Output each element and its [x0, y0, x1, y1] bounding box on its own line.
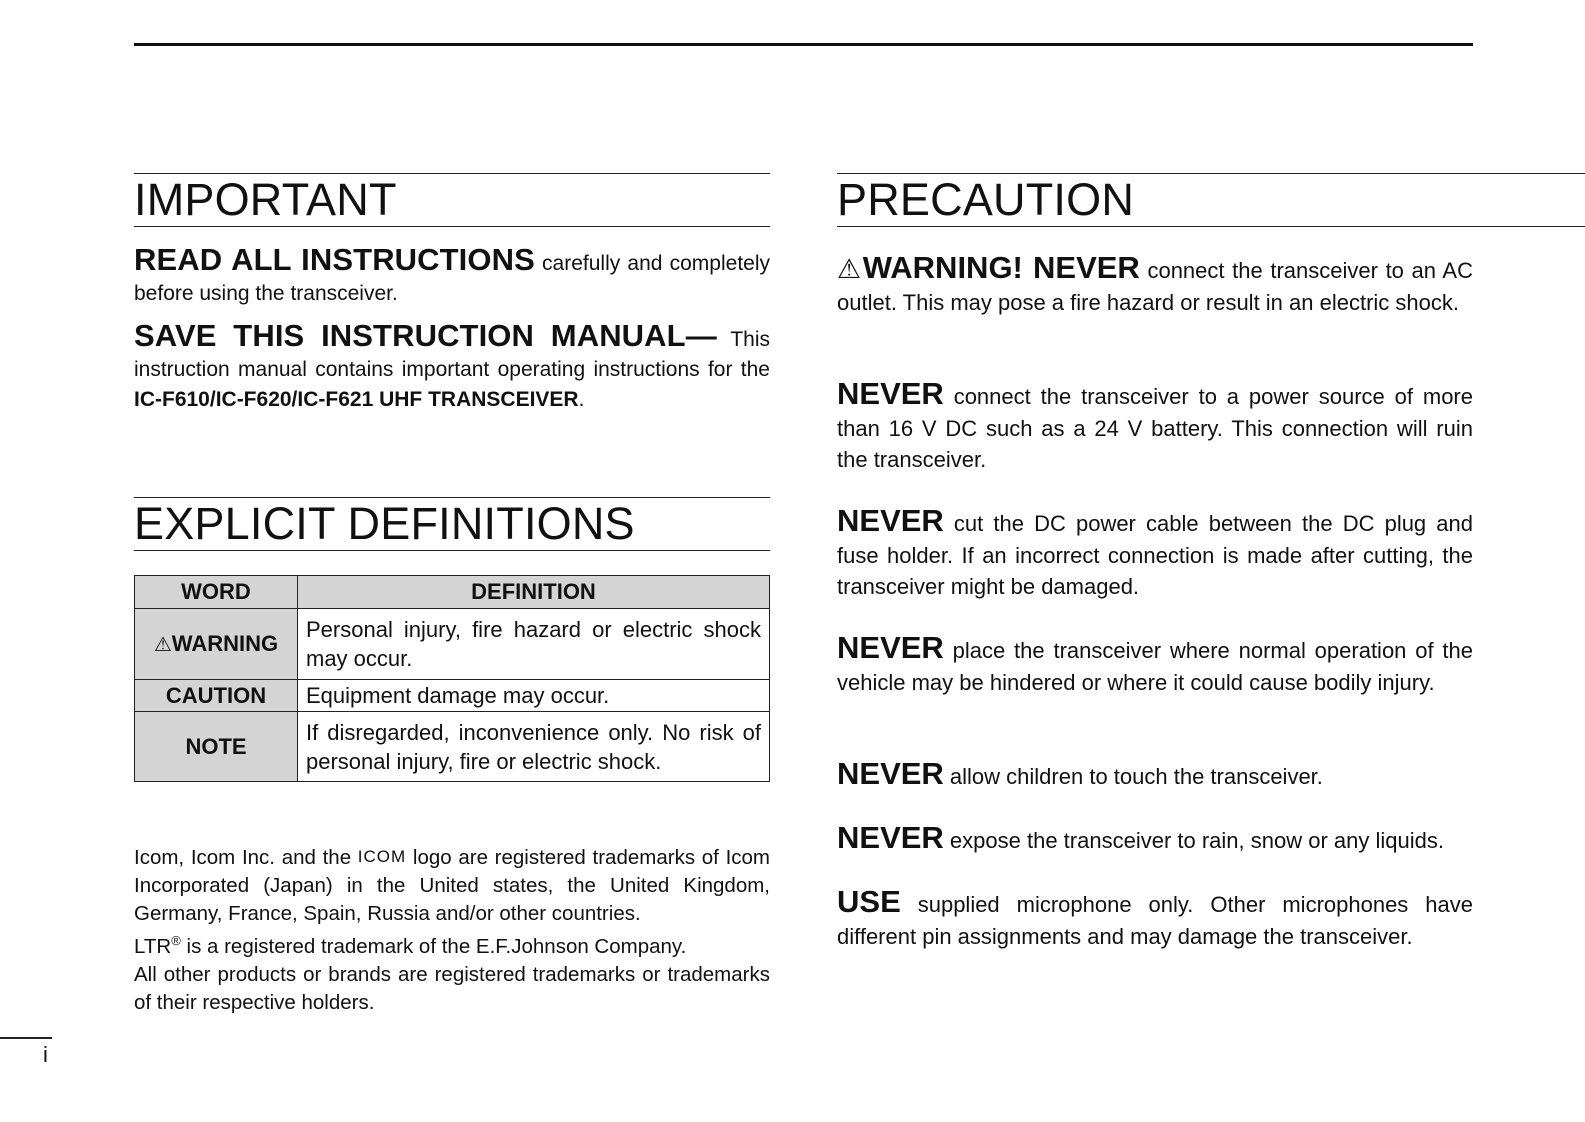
word-cell [135, 712, 298, 782]
precaution-lead: NEVER [837, 503, 944, 538]
warning-icon: ⚠ [837, 254, 863, 284]
read-instructions-paragraph [134, 242, 770, 309]
precaution-heading: PRECAUTION [837, 173, 1585, 227]
precaution-item [837, 378, 1473, 476]
registered-mark: ® [171, 933, 181, 949]
read-instructions-text: carefully and completely before using the transceiver. [134, 252, 770, 305]
icom-trademark-start: Icom, Icom Inc. and the [134, 846, 358, 869]
column-header-word: WORD [135, 576, 298, 609]
word-cell [135, 680, 298, 712]
precaution-lead: NEVER [837, 630, 944, 665]
precaution-lead: NEVER [837, 820, 944, 855]
definitions-table [134, 575, 770, 782]
definition-cell: Personal injury, fire hazard or electric shock may occur. [298, 609, 770, 680]
precaution-item [837, 632, 1473, 698]
explicit-definitions-heading: EXPLICIT DEFINITIONS [134, 497, 770, 551]
precaution-text: connect the transceiver to a power source of more than 16 V DC such as a 24 V battery. This connection will ruin the transceiver. [837, 384, 1473, 472]
precaution-text: supplied microphone only. Other microphones have different pin assignments and may damage the transceiver. [837, 892, 1473, 949]
page-number: i [43, 1042, 48, 1067]
precaution-item [837, 886, 1473, 952]
top-rule [134, 43, 1473, 46]
word-cell [135, 609, 298, 680]
save-manual-lead: SAVE THIS INSTRUCTION MANUAL [134, 318, 686, 353]
precaution-lead: USE [837, 884, 901, 919]
other-trademarks-text: All other products or brands are registered trademarks or trademarks of their respective holders. [134, 963, 770, 1014]
icom-trademark-end: logo are registered trademarks of Icom Incorporated (Japan) in the United states, the United Kingdom, Germany, France, Spain, Russia and/or other countries. [134, 846, 770, 925]
precaution-lead: NEVER [837, 376, 944, 411]
table-row [135, 712, 770, 782]
save-manual-paragraph [134, 318, 770, 415]
table-header-row [135, 576, 770, 609]
word-label: CAUTION [165, 682, 267, 708]
precaution-item [837, 252, 1473, 318]
save-manual-dash: — [685, 318, 717, 353]
precaution-text: allow children to touch the transceiver. [943, 764, 1323, 789]
save-manual-end: . [578, 388, 585, 411]
save-manual-text: This instruction manual contains important operating instructions for the [134, 328, 770, 381]
icom-trademark-text [134, 843, 770, 927]
definition-cell: Equipment damage may occur. [298, 680, 770, 712]
table-row [135, 680, 770, 712]
precaution-item [837, 505, 1473, 603]
ltr-text: is a registered trademark of the E.F.Johnson Company. [180, 935, 687, 959]
precaution-item [837, 822, 1473, 857]
precaution-text: connect the transceiver to an AC outlet. This may pose a fire hazard or result in an electric shock. [837, 258, 1473, 315]
definition-cell: If disregarded, inconvenience only. No risk of personal injury, fire or electric shock. [298, 712, 770, 782]
precaution-item [837, 758, 1473, 793]
warning-icon: ⚠ [153, 634, 172, 656]
precaution-text: place the transceiver where normal operation of the vehicle may be hindered or where it could cause bodily injury. [837, 638, 1473, 695]
column-header-definition: DEFINITION [298, 576, 770, 609]
precaution-lead: WARNING! NEVER [862, 250, 1140, 285]
ltr-trademark-text [134, 927, 770, 961]
ltr-name: LTR [134, 935, 172, 959]
important-heading: IMPORTANT [134, 173, 770, 227]
trademark-notice [134, 843, 770, 1017]
read-instructions-lead: READ ALL INSTRUCTIONS [134, 242, 535, 277]
page-number-rule [0, 1037, 52, 1039]
precaution-lead: NEVER [837, 756, 944, 791]
model-name: IC-F610/IC-F620/IC-F621 UHF TRANSCEIVER [134, 388, 579, 411]
table-row [135, 609, 770, 680]
precaution-text: cut the DC power cable between the DC plug and fuse holder. If an incorrect connection is made after cutting, the transceiver might be damaged. [837, 511, 1473, 599]
precaution-text: expose the transceiver to rain, snow or any liquids. [943, 828, 1444, 853]
icom-logo: ICOM [357, 847, 407, 866]
word-label: WARNING [171, 631, 279, 656]
word-label: NOTE [185, 733, 247, 759]
